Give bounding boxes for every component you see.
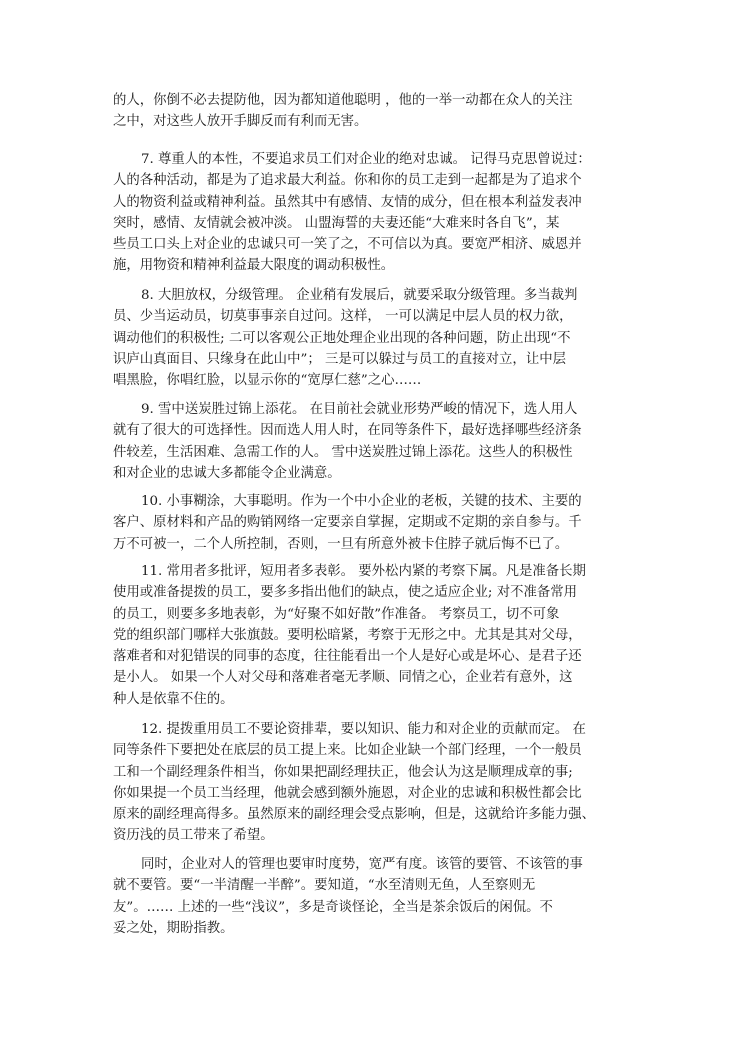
text-line: 人的各种活动，都是为了追求最大利益。你和你的员工走到一起都是为了追求个 xyxy=(113,173,582,189)
paragraph-continuation xyxy=(113,90,635,133)
paragraph-item-9 xyxy=(113,399,635,484)
text-line: 突时，感情、友情就会被冲淡。 山盟海誓的夫妻还能“大难来时各自飞”，某 xyxy=(113,215,560,231)
text-line: 使用或准备提拨的员工，要多多指出他们的缺点，使之适应企业; 对不准备常用 xyxy=(113,585,578,601)
text-line: 就不要管。要“一半清醒一半醉”。要知道，“水至清则无鱼，人至察则无 xyxy=(113,878,536,894)
text-line: 种人是依靠不住的。 xyxy=(113,691,234,707)
text-line: 和对企业的忠诚大多都能令企业满意。 xyxy=(113,465,341,481)
paragraph-item-12 xyxy=(113,719,635,847)
text-line: 资历浅的员工带来了希望。 xyxy=(113,828,274,844)
text-line: 落难者和对犯错误的同事的态度，往往能看出一个人是好心或是坏心、是君子还 xyxy=(113,649,582,665)
text-line: 员、少当运动员，切莫事事亲自过问。这样， 一可以满足中层人员的权力欲， xyxy=(113,309,573,325)
text-line: 人的物资利益或精神利益。虽然其中有感情、友情的成分，但在根本利益发表冲 xyxy=(113,194,582,210)
paragraph-item-10 xyxy=(113,491,635,555)
text-line: 之中，对这些人放开手脚反而有利而无害。 xyxy=(113,114,368,130)
text-line: 件较差，生活困难、急需工作的人。 雪中送炭胜过锦上添花。这些人的积极性 xyxy=(113,444,573,460)
text-line: 同时，企业对人的管理也要审时度势，宽严有度。该管的要管、不该管的事 xyxy=(141,857,583,872)
text-line: 施，用物资和精神利益最大限度的调动积极性。 xyxy=(113,258,395,274)
text-line: 工和一个副经理条件相当，你如果把副经理扶正，他会认为这是顺理成章的事; xyxy=(113,764,573,780)
text-line: 就有了很大的可选择性。因而选人用人时，在同等条件下，最好选择哪些经济条 xyxy=(113,423,582,439)
text-line: 8. 大胆放权，分级管理。 企业稍有发展后，就要采取分级管理。多当裁判 xyxy=(141,288,578,303)
text-line: 的人，你倒不必去提防他，因为都知道他聪明 ，他的一举一动都在众人的关注 xyxy=(113,93,573,108)
text-line: 党的组织部门哪样大张旗鼓。要明松暗紧，考察于无形之中。尤其是其对父母， xyxy=(113,627,582,643)
text-line: 万不可被一，二个人所控制，否则，一旦有所意外被卡住脖子就后悔不已了。 xyxy=(113,536,569,552)
text-line: 客户、原材料和产品的购销网络一定要亲自掌握，定期或不定期的亲自参与。千 xyxy=(113,515,582,531)
text-line: 的员工，则要多多地表彰，为“好聚不如好散”作准备。 考察员工，切不可象 xyxy=(113,606,560,622)
text-line: 你如果提一个员工当经理，他就会感到额外施恩，对企业的忠诚和积极性都会比 xyxy=(113,785,582,801)
paragraph-item-7 xyxy=(113,149,635,277)
text-line: 同等条件下要把处在底层的员工提上来。比如企业缺一个部门经理，一个一般员 xyxy=(113,743,582,759)
text-line: 识庐山真面目、只缘身在此山中”； 三是可以躲过与员工的直接对立，让中层 xyxy=(113,351,566,367)
paragraph-item-8 xyxy=(113,285,635,391)
text-line: 11. 常用者多批评，短用者多表彰。 要外松内紧的考察下属。凡是准备长期 xyxy=(141,564,586,579)
text-line: 是小人。 如果一个人对父母和落难者毫无孝顺、同情之心，企业若有意外，这 xyxy=(113,670,573,686)
paragraph-closing xyxy=(113,854,635,939)
text-line: 10. 小事糊涂，大事聪明。作为一个中小企业的老板，关键的技术、主要的 xyxy=(141,494,582,509)
text-line: 原来的副经理高得多。虽然原来的副经理会受点影响，但是，这就给许多能力强、 xyxy=(113,807,596,823)
text-line: 唱黑脸，你唱红脸，以显示你的“宽厚仁慈”之心…… xyxy=(113,373,422,389)
text-line: 友”。…… 上述的一些“浅议”，多是奇谈怪论，全当是茶余饭后的闲侃。不 xyxy=(113,899,553,915)
text-line: 9. 雪中送炭胜过锦上添花。 在目前社会就业形势严峻的情况下，选人用人 xyxy=(141,402,578,417)
text-line: 妥之处，期盼指教。 xyxy=(113,920,234,936)
text-line: 调动他们的积极性; 二可以客观公正地处理企业出现的各种问题，防止出现“不 xyxy=(113,330,571,346)
paragraph-item-11 xyxy=(113,561,635,710)
text-line: 12. 提拨重用员工不要论资排辈，要以知识、能力和对企业的贡献而定。 在 xyxy=(141,722,586,737)
text-line: 些员工口头上对企业的忠诚只可一笑了之，不可信以为真。要宽严相济、威恩并 xyxy=(113,237,582,253)
text-line: 7. 尊重人的本性，不要追求员工们对企业的绝对忠诚。 记得马克思曾说过： xyxy=(141,152,591,167)
